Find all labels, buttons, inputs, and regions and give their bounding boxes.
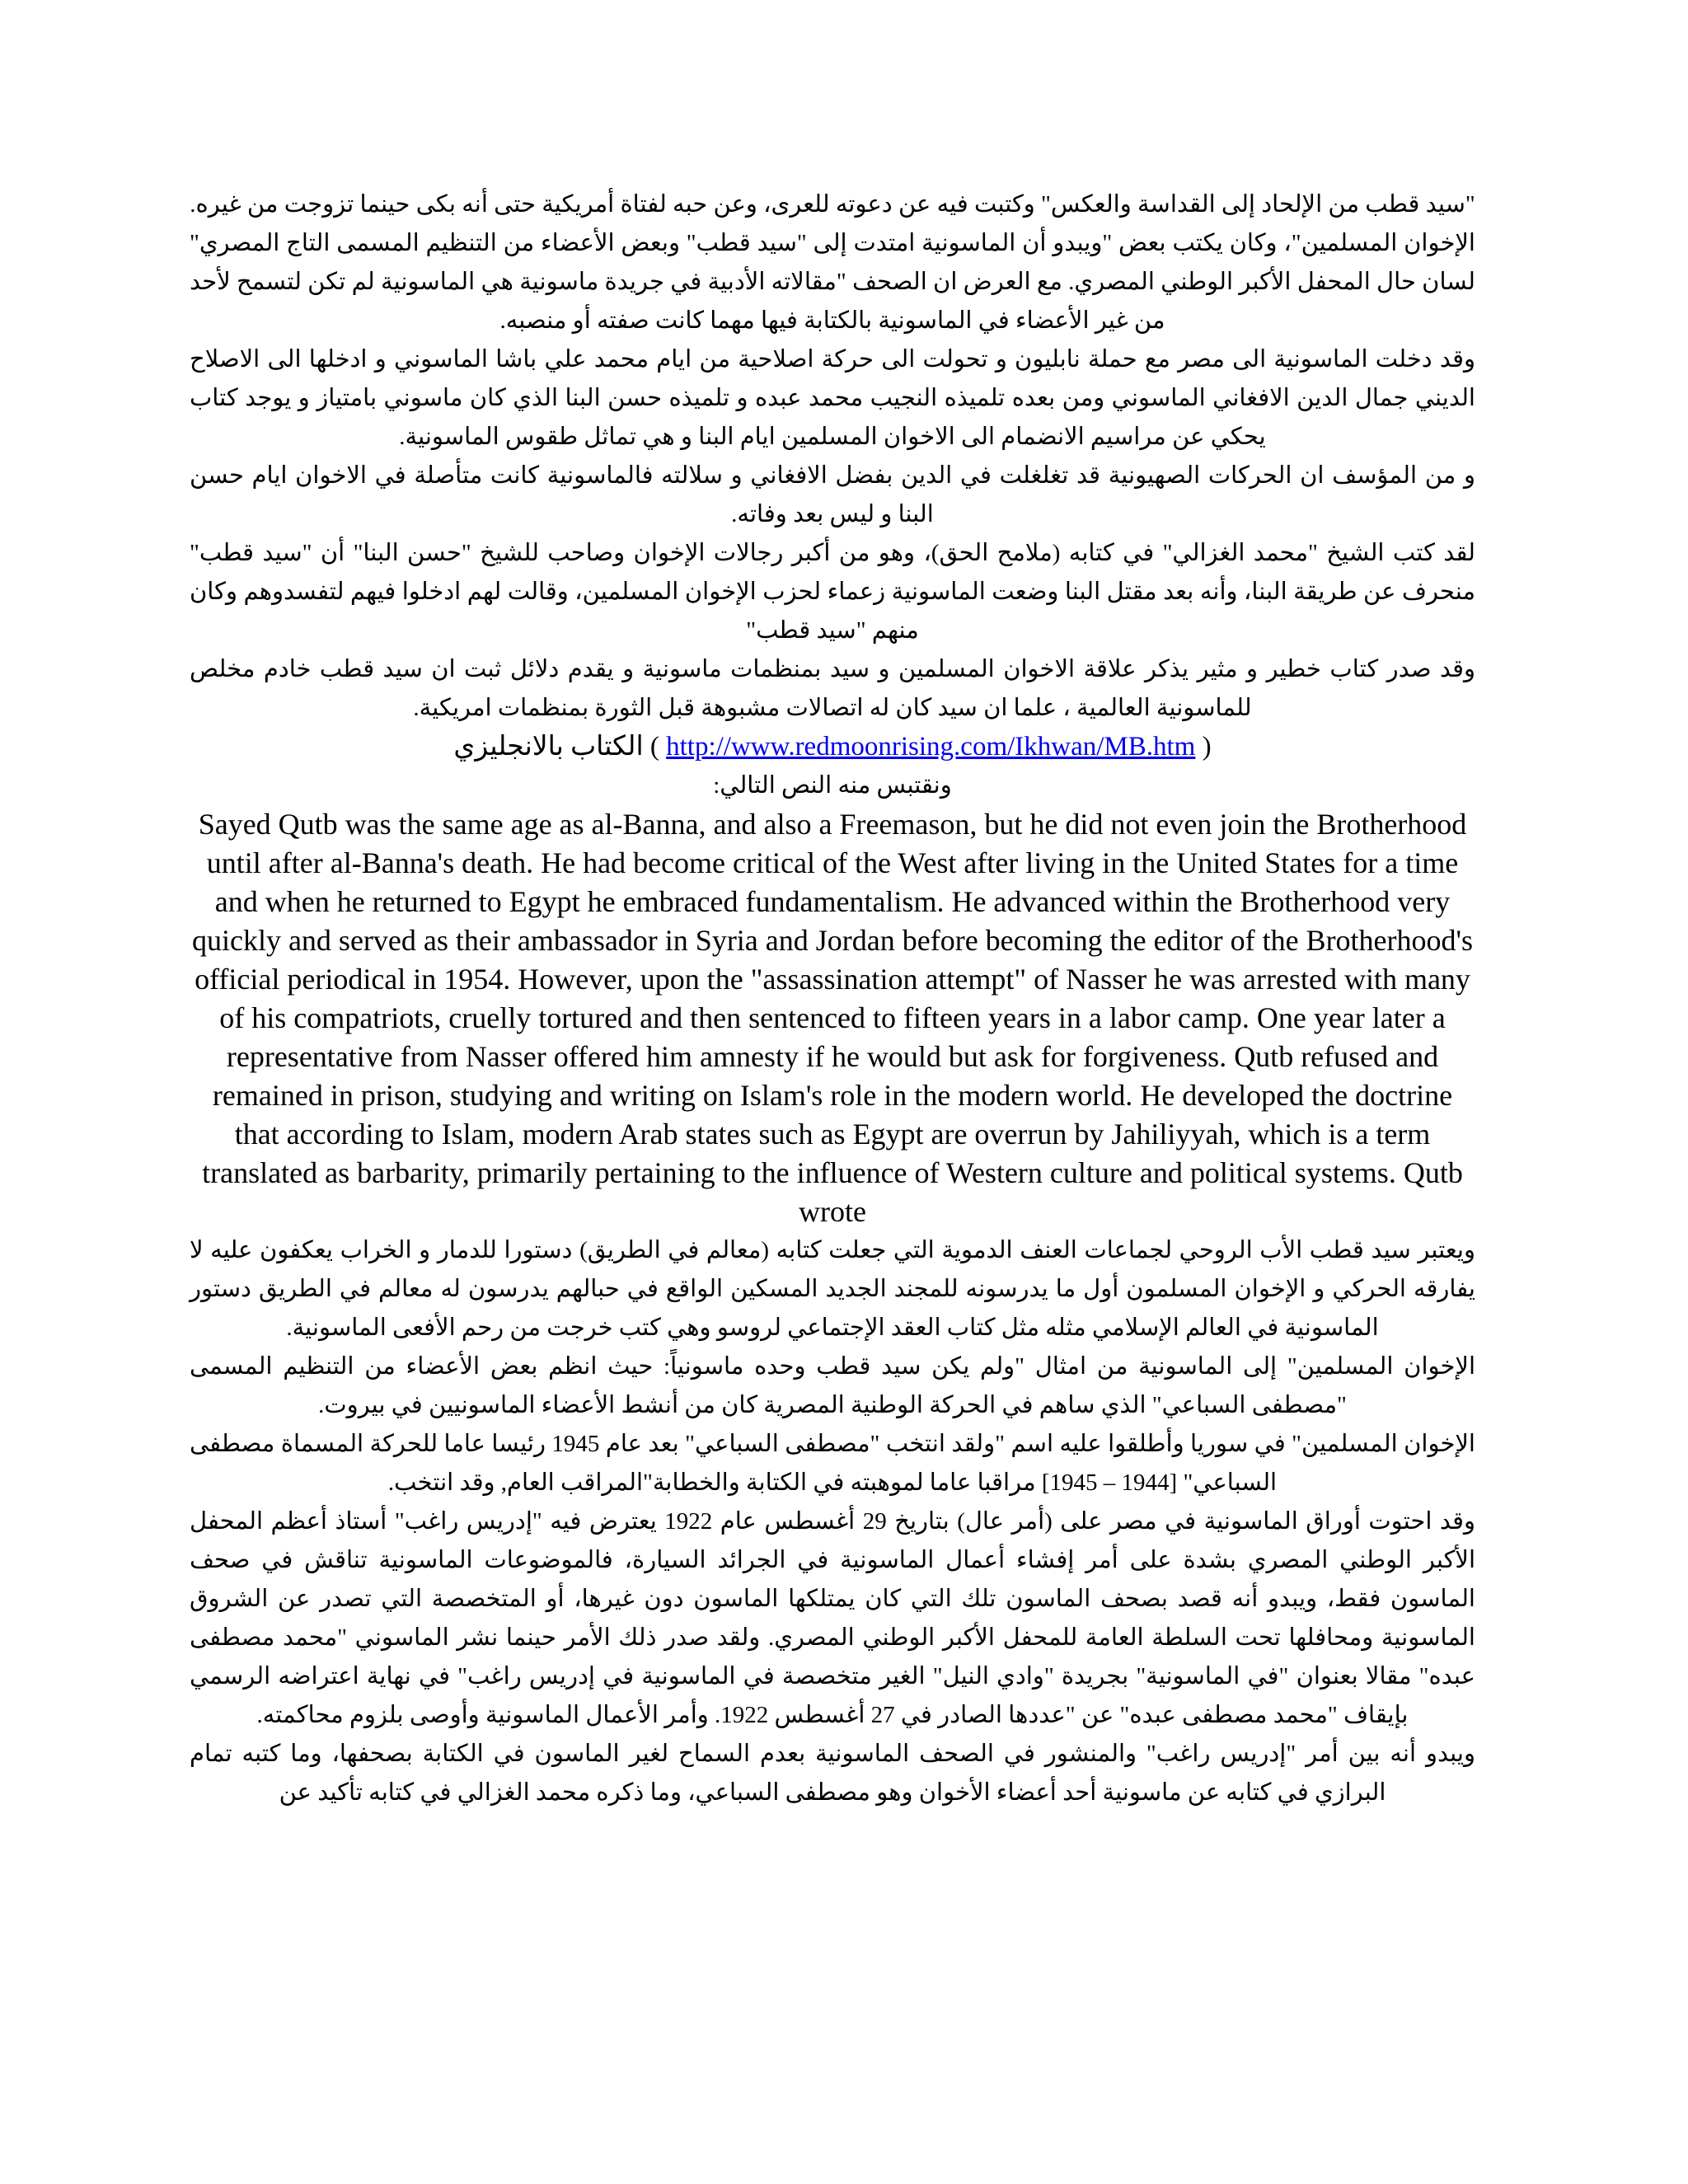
paragraph-9: الإخوان المسلمين" في سوريا وأطلقوا عليه اسم "ولقد انتخب "مصطفى السباعي" بعد عام 1945 رئيسا عاما للحركة المسماة مصطفى السباعي" [1944 – 1945] مراقبا عاما لموهبته في الكتابة والخطابة"المراقب العام, وقد انتخب. — [190, 1431, 1475, 1496]
book-url-link[interactable]: http://www.redmoonrising.com/Ikhwan/MB.htm — [666, 732, 1196, 762]
link-prefix: ( — [1195, 732, 1212, 762]
link-suffix: ) الكتاب بالانجليزي — [453, 732, 667, 762]
paragraph-3: وقد دخلت الماسونية الى مصر مع حملة نابليون و تحولت الى حركة اصلاحية من ايام محمد علي باشا الماسوني و ادخلها الى الاصلاح الديني جمال الدين الافغاني الماسوني ومن بعده تلميذه النجيب محمد عبده و تلميذه حسن البنا الذي كان ماسوني بامتياز و يوجد كتاب يحكي عن مراسيم الانضمام الى الاخوان المسلمين ايام البنا و هي تماثل طقوس الماسونية. — [190, 346, 1475, 450]
paragraph-5: لقد كتب الشيخ "محمد الغزالي" في كتابه (ملامح الحق)، وهو من أكبر رجالات الإخوان وصاحب للشيخ "حسن البنا" أن "سيد قطب" منحرف عن طريقة البنا، وأنه بعد مقتل البنا وضعت الماسونية زعماء لحزب الإخوان المسلمين، وقالت لهم ادخلوا فيهم لتفسدوهم وكان منهم "سيد قطب" — [190, 540, 1475, 644]
paragraph-4: و من المؤسف ان الحركات الصهيونية قد تغلغلت في الدين بفضل الافغاني و سلالته فالماسونية كانت متأصلة في الاخوان ايام حسن البنا و ليس بعد وفاته. — [190, 462, 1475, 527]
book-link-line — [190, 728, 1475, 766]
english-quote: Sayed Qutb was the same age as al-Banna, and also a Freemason, but he did not even join the Brotherhood until after al-Banna's death. He had become critical of the West after living in the United States for a time and when he returned to Egypt he embraced fundamentalism. He advanced within the Brotherhood very quickly and served as their ambassador in Syria and Jordan before becoming the editor of the Brotherhood's official periodical in 1954. However, upon the "assassination attempt" of Nasser he was arrested with many of his compatriots, cruelly tortured and then sentenced to fifteen years in a labor camp. One year later a representative from Nasser offered him amnesty if he would but ask for forgiveness. Qutb refused and remained in prison, studying and writing on Islam's role in the modern world. He developed the doctrine that according to Islam, modern Arab states such as Egypt are overrun by Jahiliyyah, which is a term translated as barbarity, primarily pertaining to the influence of Western culture and political systems. Qutb wrote — [191, 808, 1474, 1228]
paragraph-8: الإخوان المسلمين" إلى الماسونية من امثال "ولم يكن سيد قطب وحده ماسونياً: حيث انظم بعض الأعضاء من التنظيم المسمى "مصطفى السباعي" الذي ساهم في الحركة الوطنية المصرية كان من أنشط الأعضاء الماسونيين في بيروت. — [190, 1353, 1475, 1418]
paragraph-11: ويبدو أنه بين أمر "إدريس راغب" والمنشور في الصحف الماسونية بعدم السماح لغير الماسون في الكتابة بصحفها، وما كتبه تمام البرازي في كتابه عن ماسونية أحد أعضاء الأخوان وهو مصطفى السباعي، وما ذكره محمد الغزالي في كتابه تأكيد عن — [190, 1741, 1476, 1806]
paragraph-2: الإخوان المسلمين"، وكان يكتب بعض "ويبدو أن الماسونية امتدت إلى "سيد قطب" وبعض الأعضاء من التنظيم المسمى التاج المصري" لسان حال المحفل الأكبر الوطني المصري. مع العرض ان الصحف "مقالاته الأدبية في جريدة ماسونية هي الماسونية لم تكن لتسمح لأحد من غير الأعضاء في الماسونية بالكتابة فيها مهما كانت صفته أو منصبه. — [190, 230, 1475, 334]
document-page — [190, 185, 1475, 1812]
paragraph-6: وقد صدر كتاب خطير و مثير يذكر علاقة الاخوان المسلمين و سيد بمنظمات ماسونية و يقدم دلائل ثبت ان سيد قطب خادم مخلص للماسونية العالمية ، علما ان سيد كان له اتصالات مشبوهة قبل الثورة بمنظمات امريكية. — [190, 656, 1475, 721]
paragraph-7: ويعتبر سيد قطب الأب الروحي لجماعات العنف الدموية التي جعلت كتابه (معالم في الطريق) دستورا للدمار و الخراب يعكفون عليه لا يفارقه الحركي و الإخوان المسلمون أول ما يدرسونه للمجند الجديد المسكين الواقع في حبالهم يدرسون له معالم في الطريق دستور الماسونية في العالم الإسلامي مثله مثل كتاب العقد الإجتماعي لروسو وهي كتب خرجت من رحم الأفعى الماسونية. — [190, 1237, 1475, 1341]
paragraph-10: وقد احتوت أوراق الماسونية في مصر على (أمر عال) بتاريخ 29 أغسطس عام 1922 يعترض فيه "إدريس راغب" أستاذ أعظم المحفل الأكبر الوطني المصري بشدة على أمر إفشاء أعمال الماسونية في الجرائد السيارة، فالموضوعات الماسونية تناقش في صحف الماسون فقط، ويبدو أنه قصد بصحف الماسون تلك التي كان يمتلكها الماسون دون غيرها، أو المتخصصة التي تصدر عن الشروق الماسونية ومحافلها تحت السلطة العامة للمحفل الأكبر الوطني المصري. ولقد صدر ذلك الأمر حينما نشر الماسوني "محمد مصطفى عبده" مقالا بعنوان "في الماسونية" بجريدة "وادي النيل" الغير متخصصة في الماسونية في إدريس راغب" في نهاية اعتراضه الرسمي بإيقاف "محمد مصطفى عبده" عن "عددها الصادر في 27 أغسطس 1922. وأمر الأعمال الماسونية وأوصى بلزوم محاكمته. — [190, 1508, 1475, 1728]
quote-intro: ونقتبس منه النص التالي: — [713, 772, 952, 799]
paragraph-1: "سيد قطب من الإلحاد إلى القداسة والعكس" وكتبت فيه عن دعوته للعرى، وعن حبه لفتاة أمريكية حتى أنه بكى حينما تزوجت من غيره. — [190, 191, 1475, 218]
